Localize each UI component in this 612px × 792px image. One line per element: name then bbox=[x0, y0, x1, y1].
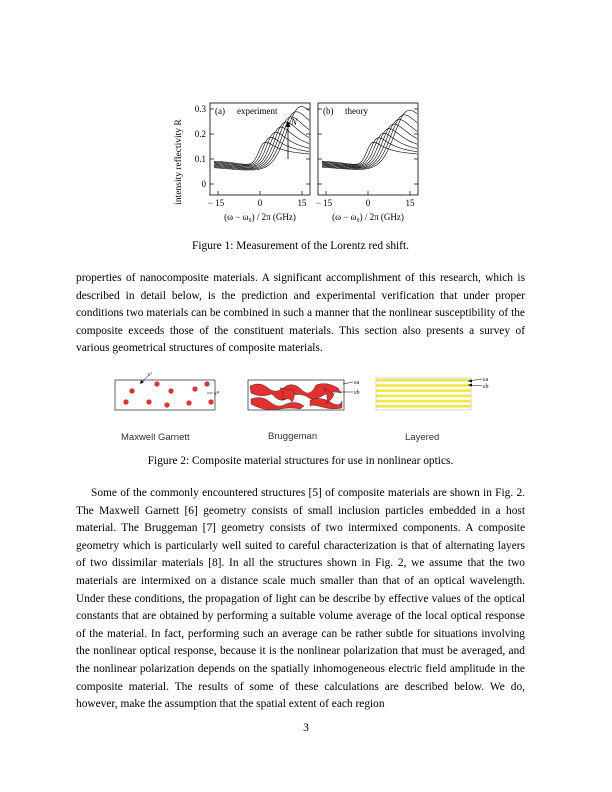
maxwell-garnett-diagram bbox=[115, 376, 215, 410]
arrow-label-n: N bbox=[291, 117, 298, 127]
inclusion-particle bbox=[186, 400, 191, 405]
layer-stripe bbox=[376, 384, 471, 387]
figure2-caption: Figure 2: Composite material structures for use in nonlinear optics. bbox=[147, 455, 454, 467]
increasing-n-arrow bbox=[286, 121, 291, 159]
inclusion-particle bbox=[208, 399, 213, 404]
ytick-0.3: 0.3 bbox=[194, 104, 206, 114]
layer-stripe bbox=[376, 405, 471, 408]
reflectivity-curve bbox=[322, 129, 417, 167]
br-label-b: εb bbox=[354, 390, 360, 396]
inclusion-particle bbox=[123, 399, 128, 404]
panel-a-tag: (a) bbox=[215, 106, 225, 116]
reflectivity-curve bbox=[214, 137, 309, 165]
ly-label-b: εb bbox=[483, 384, 489, 390]
layer-stripe bbox=[376, 395, 471, 398]
layer-stripe bbox=[376, 400, 471, 403]
panel-b-xtick-neg15: − 15 bbox=[315, 198, 333, 208]
reflectivity-curve bbox=[322, 115, 417, 169]
panel-a-title: experiment bbox=[237, 106, 278, 116]
panel-b-xtick-0: 0 bbox=[365, 198, 371, 208]
layer-stripe bbox=[376, 389, 471, 392]
inclusion-particle bbox=[154, 381, 159, 386]
inclusion-particle bbox=[164, 402, 169, 407]
reflectivity-curve bbox=[214, 142, 309, 164]
inclusion-particle bbox=[129, 388, 134, 393]
inclusion-particle bbox=[204, 381, 209, 386]
label-layered: Layered bbox=[405, 432, 440, 443]
panel-b-tag: (b) bbox=[323, 106, 334, 116]
ytick-0.2: 0.2 bbox=[194, 129, 206, 139]
reflectivity-curve bbox=[214, 127, 309, 167]
inclusion-particle bbox=[192, 386, 197, 391]
panel-b-curves bbox=[322, 110, 417, 169]
layer-stripe bbox=[376, 379, 471, 382]
label-bruggeman: Bruggeman bbox=[268, 431, 318, 442]
paragraph-2: Some of the commonly encountered structures [5] of composite materials are shown in Fig. 2. The Maxwell Garnett [6] geometry consists of small inclusion particles embedded in a host material. The Bruggeman [7] geometry consists of two intermixed components. A composite geometry which is particularly well suited to careful characterization is that of alternating layers of two dissimilar materials [8]. In all the structures shown in Fig. 2, we assume that the two materials are intermixed on a distance scale much smaller than that of an optical wavelength. Under these conditions, the propagation of light can be describe by effective values of the optical constants that are obtained by performing a suitable volume average of the local optical response of the material. In fact, performing such an average can be rather subtle for situations involving the nonlinear optical response, because it is the nonlinear polarization that must be averaged, and the nonlinear polarization depends on the spatially inhomogeneous electric field amplitude in the composite material. The results of some of these calculations are described below. We do, however, make the assumption that the spatial extent of each region bbox=[76, 487, 525, 711]
panel-b-xtick-15: 15 bbox=[405, 198, 415, 208]
label-maxwell-garnett: Maxwell Garnett bbox=[121, 432, 190, 443]
ytick-0.1: 0.1 bbox=[194, 154, 206, 164]
layered-diagram bbox=[376, 378, 482, 410]
figure2-diagrams bbox=[110, 366, 510, 416]
figure1-plot bbox=[160, 95, 450, 230]
reflectivity-curve bbox=[214, 122, 309, 168]
reflectivity-curve bbox=[322, 133, 417, 166]
panel-a-xlabel: (ω − ω₀) / 2π (GHz) bbox=[224, 212, 296, 222]
ly-label-a: εa bbox=[483, 377, 489, 383]
panel-b-xlabel: (ω − ω₀) / 2π (GHz) bbox=[332, 212, 404, 222]
inclusion-particle bbox=[146, 399, 151, 404]
inclusion-particle bbox=[168, 388, 173, 393]
mg-inclusion-label: εᴵ bbox=[148, 372, 152, 378]
reflectivity-curve bbox=[322, 138, 417, 165]
mg-host-label: εᴴ bbox=[214, 391, 220, 397]
br-label-a: εa bbox=[354, 380, 360, 386]
bruggeman-diagram bbox=[248, 380, 353, 410]
panel-b-title: theory bbox=[345, 106, 368, 116]
reflectivity-curve bbox=[322, 110, 417, 169]
paragraph-1: properties of nanocomposite materials. A significant accomplishment of this research, which is described in detail below, is the prediction and experimental verification that under proper conditions two materials can be combined in such a manner that the nonlinear susceptibility of the composite exceeds those of the constituent materials. This section also presents a survey of various geometrical structures of composite materials. bbox=[76, 272, 525, 355]
ytick-0: 0 bbox=[201, 179, 206, 189]
panel-a-xtick-neg15: − 15 bbox=[207, 198, 225, 208]
page-number: 3 bbox=[303, 722, 309, 734]
reflectivity-curve bbox=[214, 132, 309, 166]
panel-a-xtick-0: 0 bbox=[257, 198, 263, 208]
figure1-ylabel: intensity reflectivity R bbox=[174, 119, 184, 205]
figure1-caption: Figure 1: Measurement of the Lorentz red shift. bbox=[192, 240, 409, 252]
reflectivity-curve bbox=[322, 142, 417, 164]
panel-a-xtick-15: 15 bbox=[297, 198, 307, 208]
